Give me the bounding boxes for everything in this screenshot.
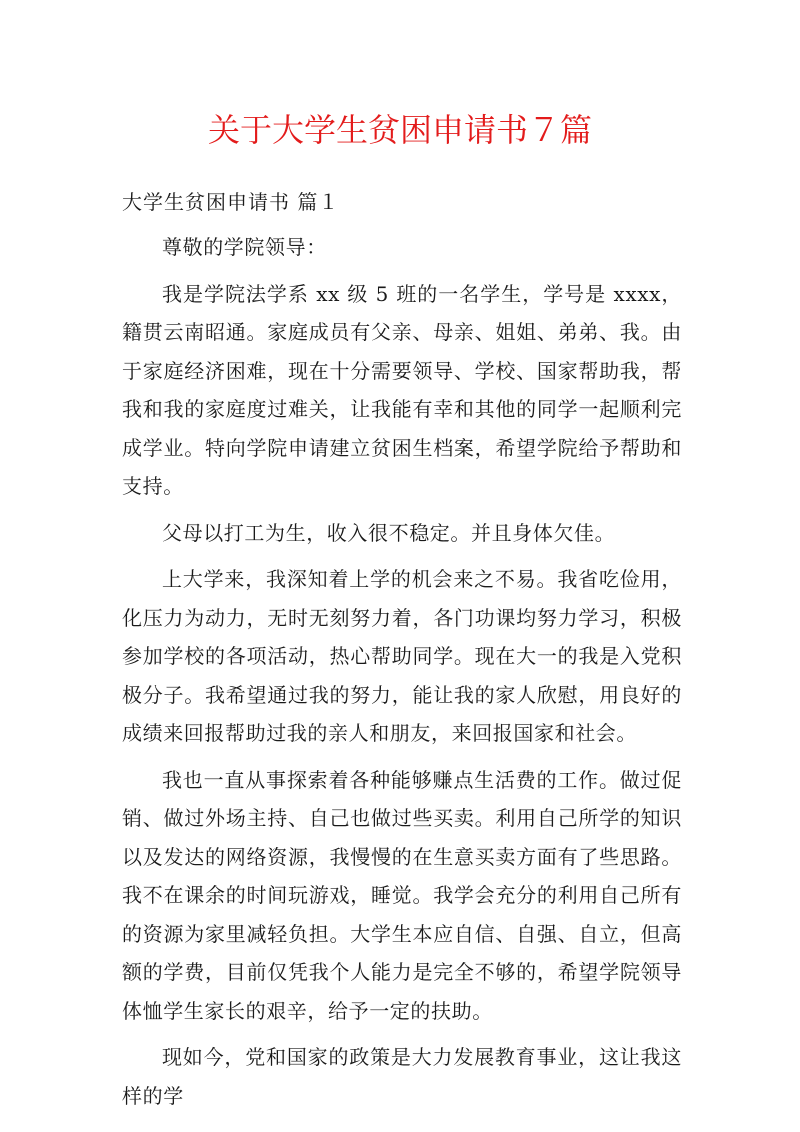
body-paragraph: 现如今，党和国家的政策是大力发展教育事业，这让我这样的学 [122, 1045, 682, 1108]
body-paragraph: 我也一直从事探索着各种能够赚点生活费的工作。做过促销、做过外场主持、自己也做过些买卖。利用自己所学的知识以及发达的网络资源，我慢慢的在生意买卖方面有了些思路。我不在课余的时间玩游戏，睡觉。我学会充分的利用自己所有的资源为家里减轻负担。大学生本应自信、自强、自立，但高额的学费，目前仅凭我个人能力是完全不够的，希望学院领导体恤学生家长的艰辛，给予一定的扶助。 [122, 767, 682, 1023]
document-title: 关于大学生贫困申请书７篇 [207, 111, 592, 149]
body-paragraph: 父母以打工为生，收入很不稳定。并且身体欠佳。 [162, 520, 616, 545]
document-body [122, 228, 682, 1123]
body-paragraph: 我是学院法学系 xx 级 5 班的一名学生，学号是 xxxx，籍贯云南昭通。家庭成员有父亲、母亲、姐姐、弟弟、我。由于家庭经济困难，现在十分需要领导、学校、国家帮助我，帮我和我的家庭度过难关，让我能有幸和其他的同学一起顺利完成学业。特向学院申请建立贫困生档案，希望学院给予帮助和支持。 [122, 281, 682, 498]
section-heading: 大学生贫困申请书 篇１ [122, 190, 340, 214]
body-paragraph: 上大学来，我深知着上学的机会来之不易。我省吃俭用，化压力为动力，无时无刻努力着，各门功课均努力学习，积极参加学校的各项活动，热心帮助同学。现在大一的我是入党积极分子。我希望通过我的努力，能让我的家人欣慰，用良好的成绩来回报帮助过我的亲人和朋友，来回报国家和社会。 [122, 567, 682, 745]
salutation-paragraph: 尊敬的学院领导： [162, 235, 327, 259]
